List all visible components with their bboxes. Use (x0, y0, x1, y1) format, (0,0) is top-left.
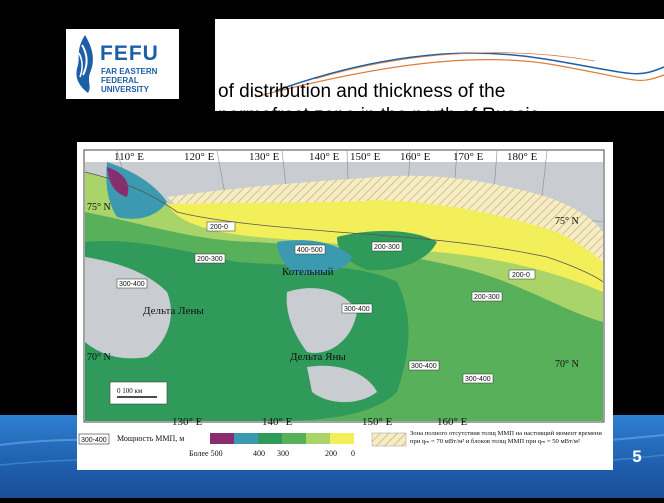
scale-bar-label: 0 100 км (117, 387, 143, 395)
legend-title: Мощность ММП, м (117, 434, 185, 443)
lat-label-75-left: 75° N (87, 202, 111, 213)
place-kotelny: Котельный (282, 266, 334, 278)
permafrost-map (77, 142, 613, 470)
legend-sample-label: 300-400 (81, 437, 107, 444)
zone-label-8: 300-400 (411, 363, 437, 370)
lon-label-180: 180° E (507, 151, 538, 163)
lon-label-bottom-150: 150° E (362, 416, 393, 428)
lon-label-120: 120° E (184, 151, 215, 163)
fefu-logo (66, 29, 179, 99)
zone-label-2: 200-0 (512, 272, 530, 279)
page-number: 5 (632, 447, 642, 466)
place-yana-delta: Дельта Яны (290, 351, 346, 363)
legend-tick-400: 400 (253, 449, 265, 458)
lon-label-bottom-130: 130° E (172, 416, 203, 428)
lat-label-70-right: 70° N (555, 359, 579, 370)
legend-tick-200: 200 (325, 449, 337, 458)
zone-label-9: 300-400 (465, 376, 491, 383)
legend-tick-500: Более 500 (189, 449, 223, 458)
header (0, 0, 664, 126)
lon-label-150: 150° E (350, 151, 381, 163)
place-lena-delta: Дельта Лены (143, 305, 204, 317)
page-title (218, 80, 658, 126)
legend-hatch-swatch (372, 433, 406, 446)
zone-label-6: 300-400 (119, 281, 145, 288)
lon-label-bottom-160: 160° E (437, 416, 468, 428)
lat-label-75-right: 75° N (555, 216, 579, 227)
scale-bar (110, 382, 167, 404)
lon-label-140: 140° E (309, 151, 340, 163)
lat-label-70-left: 70° N (87, 352, 111, 363)
title-line-2: permafrost zone in the north of Russia (218, 105, 541, 126)
title-line-1: of distribution and thickness of the (218, 81, 506, 102)
lon-label-170: 170° E (453, 151, 484, 163)
lon-label-160: 160° E (400, 151, 431, 163)
zone-label-1: 200-0 (210, 224, 228, 231)
zone-label-5: 200-300 (374, 244, 400, 251)
legend-tick-0: 0 (351, 449, 355, 458)
logo-name: FEFU (100, 42, 159, 65)
lon-label-bottom-140: 140° E (262, 416, 293, 428)
zone-label-7: 300-400 (344, 306, 370, 313)
legend-hatch-note: Зона полного отсутствия толщ ММП на настоящий момент времени при qₘ = 70 мВт/м² и блоков толщ ММП при qₘ = 50 мВт/м² (410, 430, 602, 445)
logo-subtitle: FAR EASTERN FEDERAL UNIVERSITY (101, 67, 158, 94)
zone-label-4: 400-500 (297, 247, 323, 254)
flame-logo-icon (68, 33, 102, 95)
zone-label-3: 200-300 (197, 256, 223, 263)
legend-tick-300: 300 (277, 449, 289, 458)
lon-label-110: 110° E (114, 151, 144, 163)
lon-label-130: 130° E (249, 151, 280, 163)
legend-color-ramp (210, 433, 354, 444)
zone-label-10: 200-300 (474, 294, 500, 301)
